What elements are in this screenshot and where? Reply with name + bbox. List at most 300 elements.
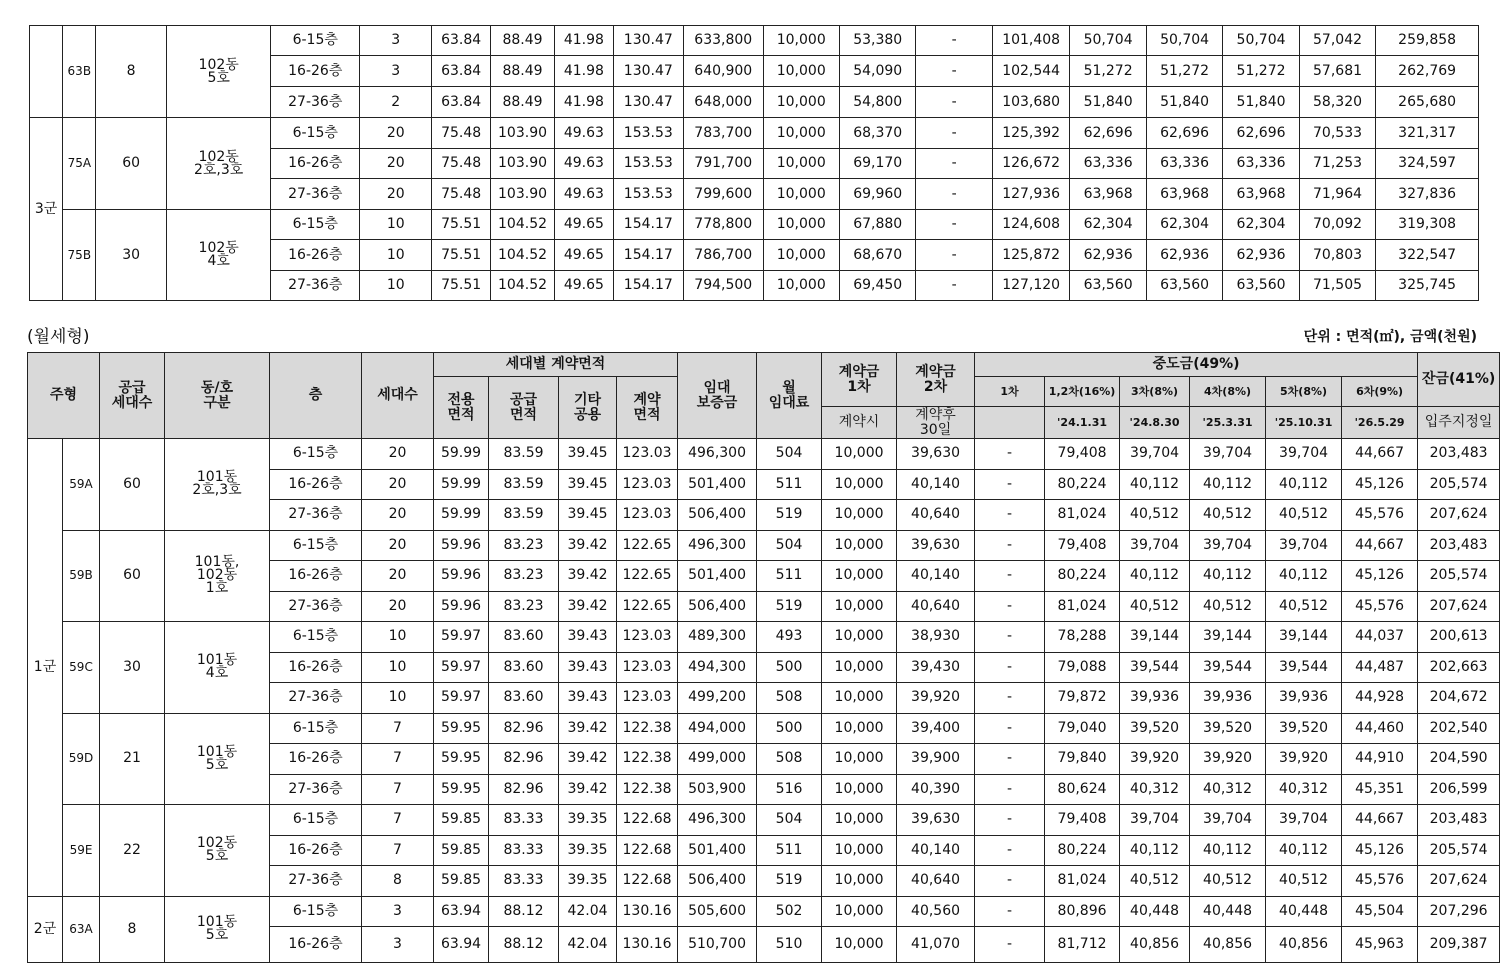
table-cell: 791,700	[684, 149, 763, 179]
supply-cell: 60	[100, 530, 165, 622]
table-cell: 6-15층	[270, 530, 362, 561]
dong-cell: 102동 2호,3호	[166, 118, 271, 210]
table-cell: 204,672	[1418, 683, 1500, 714]
table-cell: 2	[360, 87, 432, 118]
group-cell: 1군	[28, 439, 63, 897]
col-supply: 공급 세대수	[100, 353, 165, 439]
table-cell: 71,253	[1299, 149, 1375, 179]
col-area-supply: 공급 면적	[489, 377, 559, 439]
table-cell: 38,930	[897, 622, 975, 653]
table-cell: 39.43	[559, 652, 617, 683]
table-cell: -	[916, 149, 992, 179]
table-cell: -	[916, 240, 992, 271]
table-cell: 205,574	[1418, 469, 1500, 500]
col-balance: 잔금(41%)	[1418, 353, 1500, 407]
table-cell: 519	[757, 866, 822, 897]
table-cell: 10,000	[822, 835, 897, 866]
table-cell: 101,408	[992, 26, 1069, 56]
table-cell: 79,088	[1045, 652, 1120, 683]
table-cell: 3	[362, 927, 434, 963]
table-row	[28, 530, 1500, 561]
table-cell: 62,304	[1146, 210, 1222, 240]
table-cell: 20	[362, 469, 434, 500]
table-cell: 153.53	[613, 179, 683, 210]
table-cell: 40,312	[1266, 774, 1342, 805]
table-cell: 45,576	[1342, 591, 1418, 622]
table-cell: 40,560	[897, 896, 975, 927]
table-cell: 10	[362, 683, 434, 714]
table-cell: 126,672	[992, 149, 1069, 179]
table-cell: 10,000	[822, 530, 897, 561]
table-cell: 125,392	[992, 118, 1069, 149]
table-cell: 49.65	[555, 210, 613, 240]
table-cell: 202,663	[1418, 652, 1500, 683]
table-cell: 49.63	[555, 179, 613, 210]
col-deposit: 임대 보증금	[678, 353, 757, 439]
table-cell: 40,640	[897, 500, 975, 531]
table-cell: 70,092	[1299, 210, 1375, 240]
table-cell: 6-15층	[270, 622, 362, 653]
table-cell: 49.65	[555, 240, 613, 271]
table-cell: -	[975, 500, 1045, 531]
table-cell: 20	[360, 149, 432, 179]
table-cell: 41.98	[555, 26, 613, 56]
table-cell: 40,856	[1120, 927, 1190, 963]
monthly-rent-table	[27, 352, 1500, 963]
table-cell: 39.45	[559, 469, 617, 500]
table-cell: 45,126	[1342, 469, 1418, 500]
table-cell: 104.52	[490, 210, 554, 240]
table-cell: 10,000	[763, 210, 839, 240]
table-cell: 63,560	[1070, 271, 1146, 301]
table-cell: 75.48	[432, 179, 490, 210]
table-cell: 10,000	[763, 56, 839, 87]
supply-cell: 60	[96, 118, 166, 210]
table-cell: 10,000	[763, 87, 839, 118]
table-cell: 633,800	[684, 26, 763, 56]
table-cell: 54,800	[839, 87, 915, 118]
table-cell: 20	[362, 591, 434, 622]
table-cell: 322,547	[1376, 240, 1479, 271]
table-cell: 80,224	[1045, 469, 1120, 500]
col-floor: 층	[270, 353, 362, 439]
table-cell: -	[916, 271, 992, 301]
table-cell: 516	[757, 774, 822, 805]
table-cell: 10,000	[822, 683, 897, 714]
table-cell: 42.04	[559, 927, 617, 963]
table-cell: 79,840	[1045, 744, 1120, 775]
table-cell: 82.96	[489, 774, 559, 805]
table-cell: 39.42	[559, 744, 617, 775]
table-cell: 45,504	[1342, 896, 1418, 927]
table-cell: 499,000	[678, 744, 757, 775]
table-cell: -	[975, 439, 1045, 470]
table-row	[28, 805, 1500, 836]
table-cell: 319,308	[1376, 210, 1479, 240]
table-cell: 206,599	[1418, 774, 1500, 805]
col-area-excl: 전용 면적	[434, 377, 489, 439]
table-cell: 10,000	[822, 561, 897, 592]
table-cell: 10,000	[822, 652, 897, 683]
table-cell: 83.60	[489, 683, 559, 714]
table-cell: 88.49	[490, 26, 554, 56]
col-date-4: '25.3.31	[1190, 407, 1266, 439]
table-cell: 203,483	[1418, 439, 1500, 470]
table-cell: 122.38	[617, 774, 678, 805]
table-cell: 39,920	[897, 683, 975, 714]
table-cell: 44,667	[1342, 530, 1418, 561]
table-cell: 130.16	[617, 896, 678, 927]
table-cell: -	[975, 530, 1045, 561]
supply-cell: 8	[100, 896, 165, 963]
table-cell: -	[916, 26, 992, 56]
table-cell: 103.90	[490, 179, 554, 210]
table-cell: 504	[757, 439, 822, 470]
table-cell: 16-26층	[270, 561, 362, 592]
table-cell: 62,936	[1070, 240, 1146, 271]
table-cell: 83.59	[489, 439, 559, 470]
table-cell: 20	[360, 118, 432, 149]
table-cell: 10,000	[822, 591, 897, 622]
dong-cell: 101동 5호	[165, 896, 270, 963]
table-cell: 499,200	[678, 683, 757, 714]
table-cell: 62,696	[1146, 118, 1222, 149]
table-cell: 62,696	[1223, 118, 1299, 149]
type-cell: 59B	[63, 530, 100, 622]
table-cell: 40,512	[1190, 591, 1266, 622]
table-cell: 783,700	[684, 118, 763, 149]
table-cell: 124,608	[992, 210, 1069, 240]
table-cell: 3	[362, 896, 434, 927]
table-cell: 44,667	[1342, 805, 1418, 836]
table-cell: 41.98	[555, 56, 613, 87]
table-cell: 83.33	[489, 866, 559, 897]
table-cell: 81,024	[1045, 866, 1120, 897]
table-cell: 20	[362, 439, 434, 470]
col-interim-2: 1,2차(16%)	[1045, 377, 1120, 407]
table-cell: 40,140	[897, 835, 975, 866]
table-row	[30, 210, 1479, 240]
col-down2: 계약금 2차	[897, 353, 975, 407]
table-cell: 10,000	[822, 805, 897, 836]
table-cell: 63,560	[1223, 271, 1299, 301]
group-cell: 3군	[30, 118, 63, 301]
col-dong: 동/호 구분	[165, 353, 270, 439]
table-cell: 40,512	[1120, 866, 1190, 897]
col-area-other: 기타 공용	[559, 377, 617, 439]
table-cell: 59.96	[434, 561, 489, 592]
table-cell: 39,936	[1266, 683, 1342, 714]
col-monthly: 월 임대료	[757, 353, 822, 439]
table-cell: 59.85	[434, 835, 489, 866]
table-cell: 79,040	[1045, 713, 1120, 744]
table-cell: 204,590	[1418, 744, 1500, 775]
table-cell: 39,936	[1120, 683, 1190, 714]
table-cell: -	[975, 622, 1045, 653]
table-cell: 122.65	[617, 561, 678, 592]
table-cell: 50,704	[1223, 26, 1299, 56]
table-cell: 39,704	[1120, 805, 1190, 836]
table-cell: 154.17	[613, 210, 683, 240]
table-cell: 10,000	[763, 240, 839, 271]
table-cell: -	[975, 561, 1045, 592]
table-cell: 45,351	[1342, 774, 1418, 805]
table-cell: 6-15층	[271, 118, 360, 149]
table-cell: 54,090	[839, 56, 915, 87]
table-cell: 44,037	[1342, 622, 1418, 653]
table-cell: 40,512	[1190, 866, 1266, 897]
table-cell: 122.68	[617, 866, 678, 897]
table-cell: 45,126	[1342, 835, 1418, 866]
table-cell: 45,126	[1342, 561, 1418, 592]
col-interim: 중도금(49%)	[975, 353, 1418, 377]
type-cell: 59D	[63, 713, 100, 805]
supply-cell: 30	[100, 622, 165, 714]
table-cell: 102,544	[992, 56, 1069, 87]
table-cell: 130.47	[613, 26, 683, 56]
table-cell: 63.84	[432, 56, 490, 87]
table-cell: 10	[362, 622, 434, 653]
table-cell: 44,487	[1342, 652, 1418, 683]
dong-cell: 102동 5호	[165, 805, 270, 897]
table-cell: 44,460	[1342, 713, 1418, 744]
table-cell: 59.97	[434, 652, 489, 683]
table-cell: 39,704	[1266, 530, 1342, 561]
table-cell: 88.12	[489, 927, 559, 963]
table-cell: 799,600	[684, 179, 763, 210]
table-cell: 83.59	[489, 469, 559, 500]
top-price-table	[29, 25, 1479, 301]
table-cell: 59.99	[434, 469, 489, 500]
table-cell: 62,936	[1223, 240, 1299, 271]
table-caption: (월세형)	[27, 327, 90, 347]
table-cell: 40,512	[1190, 500, 1266, 531]
table-cell: 51,840	[1146, 87, 1222, 118]
table-cell: 39.35	[559, 835, 617, 866]
table-cell: 39,920	[1190, 744, 1266, 775]
table-cell: 10,000	[763, 271, 839, 301]
group-cell	[30, 26, 63, 118]
table-cell: 207,624	[1418, 591, 1500, 622]
table-cell: 39.42	[559, 774, 617, 805]
table-cell: 44,667	[1342, 439, 1418, 470]
table-cell: 511	[757, 835, 822, 866]
table-cell: 39,704	[1120, 530, 1190, 561]
table-cell: 62,304	[1223, 210, 1299, 240]
table-cell: 59.99	[434, 500, 489, 531]
table-cell: 104.52	[490, 271, 554, 301]
supply-cell: 21	[100, 713, 165, 805]
table-cell: 79,408	[1045, 439, 1120, 470]
table-cell: 123.03	[617, 469, 678, 500]
table-cell: 75.51	[432, 210, 490, 240]
table-cell: 122.68	[617, 805, 678, 836]
table-cell: 500	[757, 713, 822, 744]
table-cell: 81,712	[1045, 927, 1120, 963]
table-cell: 6-15층	[271, 210, 360, 240]
type-cell: 75B	[63, 210, 96, 301]
table-cell: 10,000	[822, 439, 897, 470]
col-down1: 계약금 1차	[822, 353, 897, 407]
table-cell: 153.53	[613, 149, 683, 179]
table-cell: 39,144	[1190, 622, 1266, 653]
table-cell: 39,520	[1266, 713, 1342, 744]
table-cell: 59.96	[434, 591, 489, 622]
table-cell: -	[975, 805, 1045, 836]
table-cell: 83.60	[489, 622, 559, 653]
table-cell: 27-36층	[270, 591, 362, 622]
table-cell: 40,448	[1266, 896, 1342, 927]
table-cell: 39,704	[1266, 439, 1342, 470]
table-cell: 7	[362, 835, 434, 866]
table-cell: 16-26층	[270, 744, 362, 775]
table-cell: 57,681	[1299, 56, 1375, 87]
table-cell: 209,387	[1418, 927, 1500, 963]
table-cell: 78,288	[1045, 622, 1120, 653]
table-cell: 83.23	[489, 591, 559, 622]
table-cell: 130.47	[613, 56, 683, 87]
table-cell: 6-15층	[270, 805, 362, 836]
table-cell: 39,544	[1266, 652, 1342, 683]
table-cell: 80,624	[1045, 774, 1120, 805]
table-cell: 103.90	[490, 149, 554, 179]
table-cell: 59.99	[434, 439, 489, 470]
col-interim-3: 3차(8%)	[1120, 377, 1190, 407]
dong-cell: 101동, 102동 1호	[165, 530, 270, 622]
table-row	[28, 622, 1500, 653]
table-cell: 10,000	[763, 149, 839, 179]
table-cell: 122.65	[617, 530, 678, 561]
table-cell: 40,640	[897, 591, 975, 622]
table-cell: 10,000	[822, 774, 897, 805]
table-cell: 75.48	[432, 118, 490, 149]
table-cell: 493	[757, 622, 822, 653]
table-cell: 6-15층	[270, 439, 362, 470]
table-cell: 8	[362, 866, 434, 897]
table-cell: 504	[757, 805, 822, 836]
table-cell: 83.23	[489, 530, 559, 561]
table-cell: -	[975, 469, 1045, 500]
table-cell: 40,112	[1120, 561, 1190, 592]
table-cell: 40,112	[1120, 469, 1190, 500]
table-cell: 51,272	[1146, 56, 1222, 87]
table-cell: 51,840	[1223, 87, 1299, 118]
table-cell: 7	[362, 713, 434, 744]
table-cell: 153.53	[613, 118, 683, 149]
table-cell: 500	[757, 652, 822, 683]
table-cell: -	[975, 683, 1045, 714]
table-cell: -	[975, 713, 1045, 744]
table-cell: 778,800	[684, 210, 763, 240]
table-cell: 40,512	[1120, 591, 1190, 622]
table-cell: 39.42	[559, 561, 617, 592]
table-cell: 44,910	[1342, 744, 1418, 775]
table-cell: 39,936	[1190, 683, 1266, 714]
table-cell: 45,576	[1342, 866, 1418, 897]
dong-cell: 101동 5호	[165, 713, 270, 805]
table-cell: 40,112	[1190, 835, 1266, 866]
table-cell: 39.42	[559, 530, 617, 561]
table-cell: 16-26층	[271, 240, 360, 271]
table-cell: 58,320	[1299, 87, 1375, 118]
table-cell: 262,769	[1376, 56, 1479, 87]
table-cell: 71,505	[1299, 271, 1375, 301]
table-cell: 39,630	[897, 805, 975, 836]
table-cell: 40,140	[897, 561, 975, 592]
supply-cell: 60	[100, 439, 165, 531]
table-cell: 27-36층	[270, 683, 362, 714]
table-cell: 16-26층	[270, 469, 362, 500]
table-cell: 130.47	[613, 87, 683, 118]
table-cell: 10,000	[763, 179, 839, 210]
table-cell: 27-36층	[271, 271, 360, 301]
table-cell: 327,836	[1376, 179, 1479, 210]
table-cell: 82.96	[489, 744, 559, 775]
table-cell: 39,920	[1120, 744, 1190, 775]
table-cell: 39.43	[559, 683, 617, 714]
table-cell: 40,312	[1120, 774, 1190, 805]
table-cell: 3	[360, 26, 432, 56]
table-cell: 63,336	[1146, 149, 1222, 179]
table-cell: 7	[362, 744, 434, 775]
table-cell: 154.17	[613, 240, 683, 271]
table-cell: 122.68	[617, 835, 678, 866]
table-cell: 325,745	[1376, 271, 1479, 301]
supply-cell: 22	[100, 805, 165, 897]
table-cell: 203,483	[1418, 530, 1500, 561]
table-cell: 39,630	[897, 530, 975, 561]
table-cell: 39,704	[1190, 439, 1266, 470]
table-cell: 202,540	[1418, 713, 1500, 744]
table-cell: 7	[362, 805, 434, 836]
table-cell: 103,680	[992, 87, 1069, 118]
col-interim-4: 4차(8%)	[1190, 377, 1266, 407]
table-cell: 40,112	[1266, 835, 1342, 866]
table-cell: 75.51	[432, 271, 490, 301]
table-cell: 265,680	[1376, 87, 1479, 118]
table-cell: 39,704	[1190, 530, 1266, 561]
table-cell: 40,512	[1266, 591, 1342, 622]
table-cell: 511	[757, 469, 822, 500]
table-cell: 39,704	[1266, 805, 1342, 836]
table-cell: 62,304	[1070, 210, 1146, 240]
table-cell: 506,400	[678, 866, 757, 897]
table-cell: 39.43	[559, 622, 617, 653]
table-cell: 506,400	[678, 500, 757, 531]
table-cell: 259,858	[1376, 26, 1479, 56]
table-cell: 123.03	[617, 683, 678, 714]
table-cell: 41,070	[897, 927, 975, 963]
table-cell: 40,856	[1266, 927, 1342, 963]
table-cell: -	[916, 179, 992, 210]
table-cell: 63.94	[434, 927, 489, 963]
table-cell: 59.95	[434, 713, 489, 744]
table-cell: 82.96	[489, 713, 559, 744]
table-cell: 59.95	[434, 774, 489, 805]
table-cell: 786,700	[684, 240, 763, 271]
table-cell: 640,900	[684, 56, 763, 87]
table-cell: 39,520	[1120, 713, 1190, 744]
dong-cell: 102동 4호	[166, 210, 271, 301]
group-cell: 2군	[28, 896, 63, 963]
table-cell: 20	[362, 561, 434, 592]
table-cell: 63,336	[1070, 149, 1146, 179]
table-cell: 125,872	[992, 240, 1069, 271]
table-cell: 50,704	[1146, 26, 1222, 56]
table-cell: 510	[757, 927, 822, 963]
table-cell: 27-36층	[270, 866, 362, 897]
table-cell: 69,170	[839, 149, 915, 179]
